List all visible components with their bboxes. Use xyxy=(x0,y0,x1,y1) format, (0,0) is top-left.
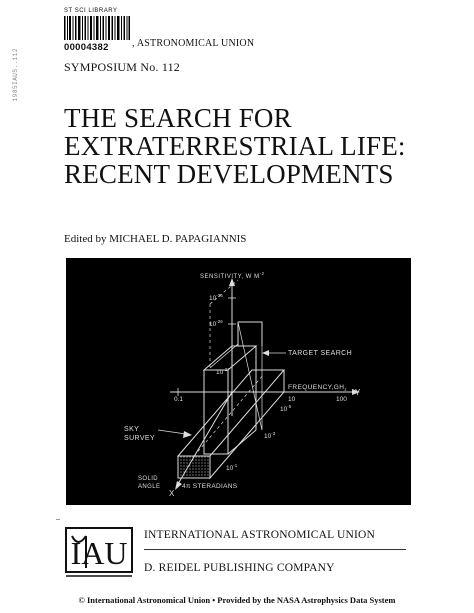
cover-illustration xyxy=(66,258,411,505)
solid-angle-tick: $10^{-3}$ xyxy=(264,431,276,440)
frequency-tick: 10 xyxy=(288,396,296,403)
solid-angle-arrow-icon xyxy=(175,481,182,490)
sky-survey-pointer xyxy=(158,430,186,434)
publisher-divider xyxy=(144,549,406,550)
bibcode-stamp: 1985IAUS..112 xyxy=(12,48,19,102)
steradians-label: 4π STERADIANS xyxy=(182,483,238,490)
iau-logo-graphic xyxy=(64,524,134,582)
sky-survey-arrow-icon xyxy=(183,431,192,438)
series-label: SYMPOSIUM No. 112 xyxy=(64,60,180,74)
header-separator: , xyxy=(132,38,137,49)
frequency-tick: 0.1 xyxy=(174,396,184,403)
sensitivity-tick: $10^{-25}$ xyxy=(209,293,223,302)
search-space-diagram xyxy=(66,258,411,505)
target-search-arrow-icon xyxy=(262,350,269,356)
divider-mark xyxy=(56,519,60,520)
publisher-company: D. REIDEL PUBLISHING COMPANY xyxy=(144,562,335,574)
organization-header-text: ASTRONOMICAL UNION xyxy=(136,38,255,49)
title-line: THE SEARCH FOR xyxy=(64,103,292,133)
y-axis-letter: Y xyxy=(355,388,361,397)
solid-angle-label: SOLID ANGLE xyxy=(138,476,161,490)
barcode-bars xyxy=(64,16,130,40)
title-line: EXTRATERRESTRIAL LIFE: xyxy=(64,131,406,161)
svg-text:IAU: IAU xyxy=(70,535,128,571)
sky-survey-slab xyxy=(178,370,284,478)
frequency-axis-label: $FREQUENCY,GH_z$ xyxy=(288,384,347,392)
title-line: RECENT DEVELOPMENTS xyxy=(64,159,394,189)
x-axis-letter: X xyxy=(169,489,175,498)
sensitivity-axis-label: SENSITIVITY, W $M^{-2}$ xyxy=(200,271,265,280)
solid-angle-tick: $10^{-1}$ xyxy=(226,463,238,472)
barcode-library-text: ST SCI LIBRARY xyxy=(64,8,118,14)
sensitivity-tick: $10^{-26}$ xyxy=(209,319,223,328)
sensitivity-tick: $10^{-27}$ xyxy=(216,367,230,376)
barcode-number: 00004382 xyxy=(64,42,109,53)
sky-survey-label: SKY SURVEY xyxy=(124,426,156,442)
organization-header xyxy=(132,38,254,49)
frequency-tick: 100 xyxy=(336,396,347,403)
book-title xyxy=(64,104,464,188)
copyright-footer: © International Astronomical Union • Provided by the NASA Astrophysics Data System xyxy=(78,595,396,605)
solid-angle-tick: $10^{-5}$ xyxy=(280,404,292,413)
publisher-organization: INTERNATIONAL ASTRONOMICAL UNION xyxy=(144,529,376,541)
target-search-label: TARGET SEARCH xyxy=(288,350,353,357)
iau-logo xyxy=(64,524,134,582)
editor-credit: Edited by MICHAEL D. PAPAGIANNIS xyxy=(64,233,247,245)
barcode-label xyxy=(64,8,130,52)
